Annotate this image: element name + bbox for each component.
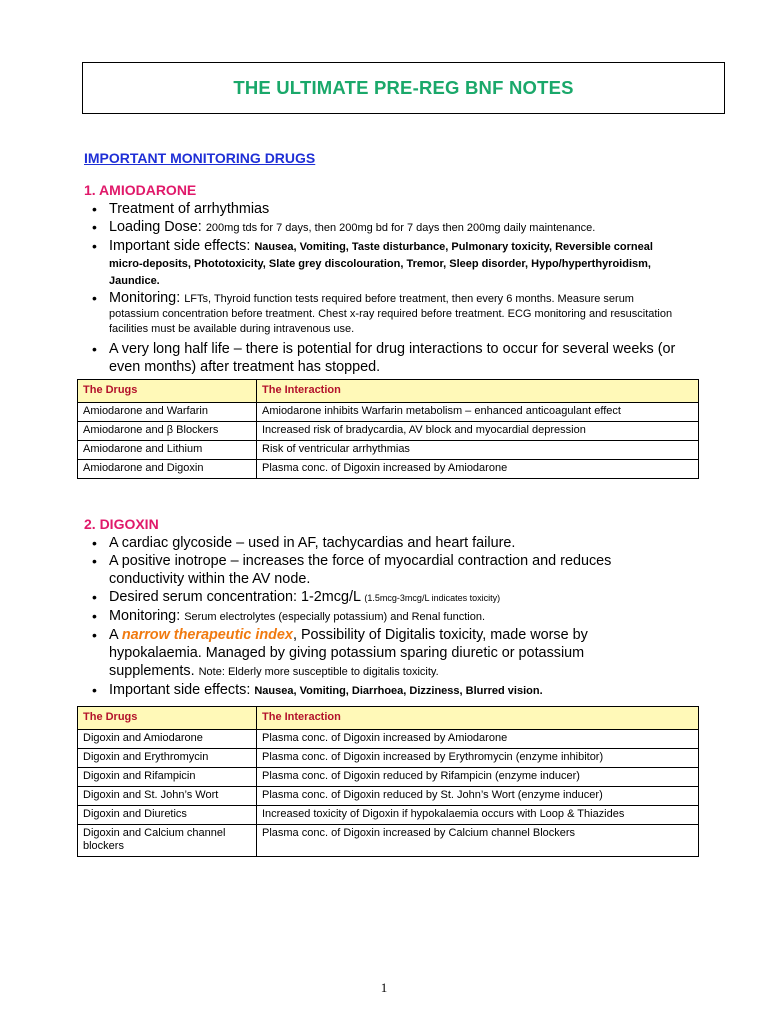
interaction-cell: Plasma conc. of Digoxin increased by Amiodarone: [257, 460, 699, 479]
interaction-cell: Plasma conc. of Digoxin increased by Calcium channel Blockers: [257, 825, 699, 857]
list-item: • Important side effects: Nausea, Vomiting, Taste disturbance, Pulmonary toxicity, Reversible corneal micro-deposits, Phototoxicity, Slate grey discolouration, Tremor, Sleep disorder, Hypo/hyperthyroidism, Jaundice.: [92, 238, 682, 289]
table-row: [78, 441, 699, 460]
digoxin-interaction-table: [77, 706, 699, 857]
list-item: • A cardiac glycoside – used in AF, tachycardias and heart failure.: [92, 534, 652, 552]
digoxin-bullets: [92, 534, 652, 700]
interaction-cell: Risk of ventricular arrhythmias: [257, 441, 699, 460]
list-item: • A narrow therapeutic index, Possibility of Digitalis toxicity, made worse by hypokalaemia. Managed by giving potassium sparing diuretic or potassium supplements. Note: Elderly more susceptible to digitalis toxicity.: [92, 626, 652, 681]
page-number: 1: [380, 980, 388, 995]
list-item: • Desired serum concentration: 1-2mcg/L (1.5mcg-3mcg/L indicates toxicity): [92, 588, 652, 607]
title-box: [82, 62, 725, 114]
section-heading: IMPORTANT MONITORING DRUGS: [84, 150, 316, 166]
interaction-cell: Increased toxicity of Digoxin if hypokalaemia occurs with Loop & Thiazides: [257, 806, 699, 825]
amiodarone-interaction-table: [77, 379, 699, 479]
list-item: • Loading Dose: 200mg tds for 7 days, then 200mg bd for 7 days then 200mg daily maintenance.: [92, 219, 682, 236]
table-row: [78, 787, 699, 806]
amiodarone-bullets: [92, 201, 682, 378]
table-row: [78, 749, 699, 768]
column-header: The Drugs: [78, 380, 257, 403]
interaction-cell: Plasma conc. of Digoxin reduced by Rifampicin (enzyme inducer): [257, 768, 699, 787]
drugs-cell: Amiodarone and Digoxin: [78, 460, 257, 479]
interaction-cell: Increased risk of bradycardia, AV block and myocardial depression: [257, 422, 699, 441]
interaction-cell: Plasma conc. of Digoxin increased by Amiodarone: [257, 730, 699, 749]
table-row: [78, 460, 699, 479]
narrow-therapeutic-index-highlight: narrow therapeutic index: [121, 627, 293, 643]
table-header-row: [78, 380, 699, 403]
list-item: • A positive inotrope – increases the force of myocardial contraction and reduces conductivity within the AV node.: [92, 552, 652, 588]
table-row: [78, 403, 699, 422]
drugs-cell: Digoxin and Calcium channel blockers: [78, 825, 257, 857]
drugs-cell: Digoxin and Erythromycin: [78, 749, 257, 768]
table-row: [78, 768, 699, 787]
drugs-cell: Amiodarone and β Blockers: [78, 422, 257, 441]
drugs-cell: Amiodarone and Lithium: [78, 441, 257, 460]
table-header-row: [78, 707, 699, 730]
drugs-cell: Amiodarone and Warfarin: [78, 403, 257, 422]
list-item: • Monitoring: LFTs, Thyroid function tests required before treatment, then every 6 months. Measure serum potassium concentration before treatment. Chest x-ray required before treatment. ECG monitoring and resuscitation facilities must be available during intravenous use.: [92, 291, 682, 336]
table-row: [78, 806, 699, 825]
page-title: THE ULTIMATE PRE-REG BNF NOTES: [233, 77, 574, 98]
interaction-cell: Plasma conc. of Digoxin reduced by St. John’s Wort (enzyme inducer): [257, 787, 699, 806]
digoxin-heading: 2. DIGOXIN: [84, 516, 159, 532]
interaction-cell: Amiodarone inhibits Warfarin metabolism – enhanced anticoagulant effect: [257, 403, 699, 422]
table-row: [78, 825, 699, 857]
column-header: The Interaction: [257, 707, 699, 730]
column-header: The Drugs: [78, 707, 257, 730]
interaction-cell: Plasma conc. of Digoxin increased by Erythromycin (enzyme inhibitor): [257, 749, 699, 768]
list-item: • Important side effects: Nausea, Vomiting, Diarrhoea, Dizziness, Blurred vision.: [92, 681, 652, 700]
drugs-cell: Digoxin and St. John’s Wort: [78, 787, 257, 806]
list-item: • Treatment of arrhythmias: [92, 201, 682, 217]
column-header: The Interaction: [257, 380, 699, 403]
table-row: [78, 730, 699, 749]
drugs-cell: Digoxin and Amiodarone: [78, 730, 257, 749]
table-row: [78, 422, 699, 441]
drugs-cell: Digoxin and Diuretics: [78, 806, 257, 825]
drugs-cell: Digoxin and Rifampicin: [78, 768, 257, 787]
list-item: • Monitoring: Serum electrolytes (especially potassium) and Renal function.: [92, 607, 652, 626]
amiodarone-heading: 1. AMIODARONE: [84, 182, 197, 198]
list-item: • A very long half life – there is potential for drug interactions to occur for several weeks (or even months) after treatment has stopped.: [92, 340, 682, 376]
